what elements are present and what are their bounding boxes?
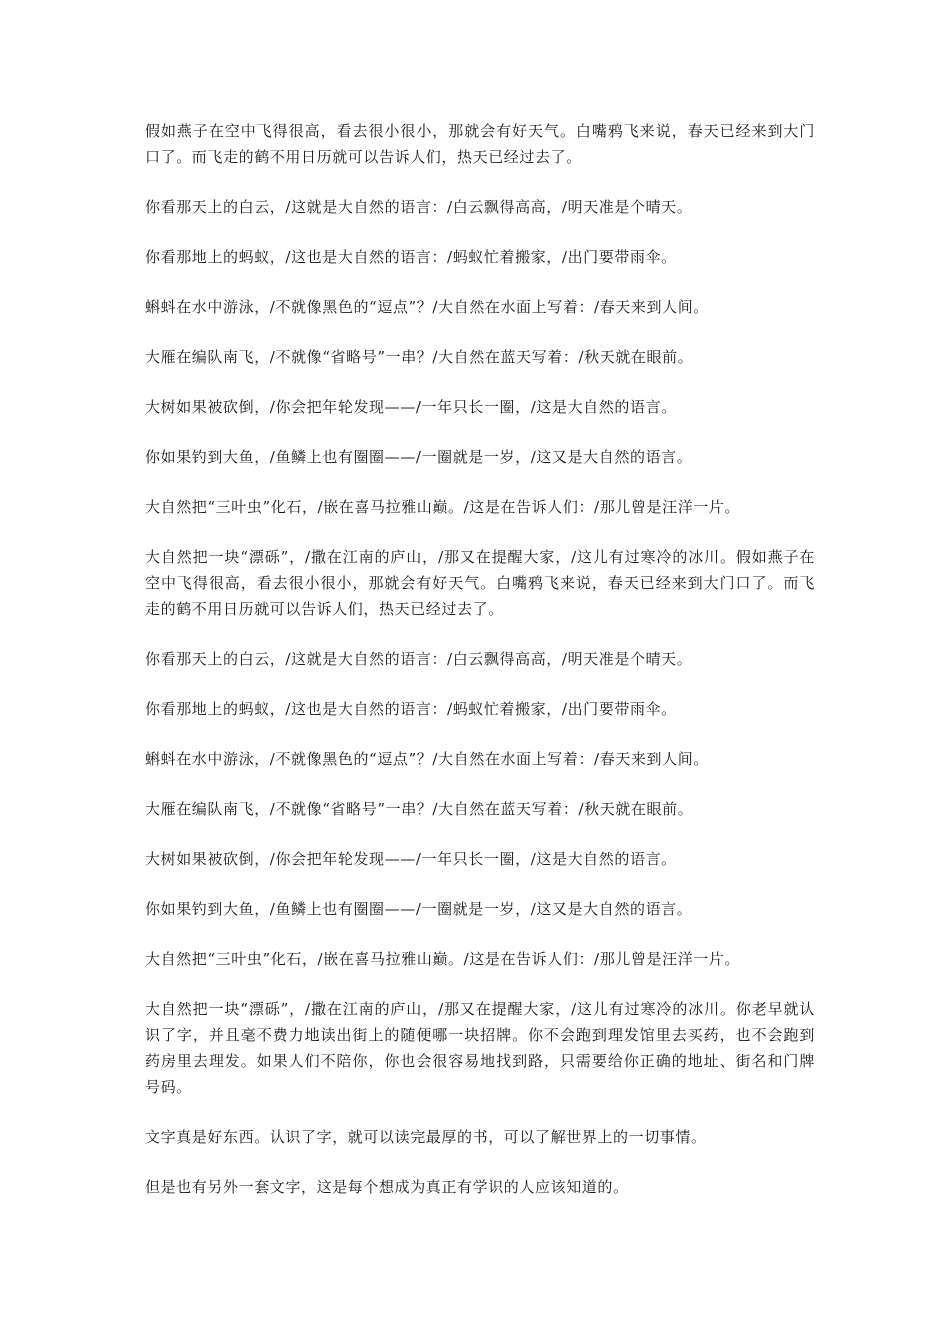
paragraph-16: 大自然把“三叶虫”化石，/嵌在喜马拉雅山巅。/这是在告诉人们：/那儿曾是汪洋一片。	[145, 950, 741, 968]
paragraph-3: 你看那地上的蚂蚁，/这也是大自然的语言：/蚂蚁忙着搬家，/出门要带雨伞。	[145, 248, 677, 266]
paragraph-12: 蝌蚪在水中游泳，/不就像黑色的“逗点”？/大自然在水面上写着：/春天来到人间。	[145, 750, 709, 768]
paragraph-13: 大雁在编队南飞，/不就像“省略号”一串？/大自然在蓝天写着：/秋天就在眼前。	[145, 800, 694, 818]
paragraph-5: 大雁在编队南飞，/不就像“省略号”一串？/大自然在蓝天写着：/秋天就在眼前。	[145, 348, 694, 366]
paragraph-15: 你如果钓到大鱼，/鱼鳞上也有圈圈——/一圈就是一岁，/这又是大自然的语言。	[145, 900, 693, 918]
paragraph-6: 大树如果被砍倒，/你会把年轮发现——/一年只长一圈，/这是大自然的语言。	[145, 398, 677, 416]
paragraph-14: 大树如果被砍倒，/你会把年轮发现——/一年只长一圈，/这是大自然的语言。	[145, 850, 677, 868]
paragraph-4: 蝌蚪在水中游泳，/不就像黑色的“逗点”？/大自然在水面上写着：/春天来到人间。	[145, 298, 709, 316]
paragraph-19: 但是也有另外一套文字，这是每个想成为真正有学识的人应该知道的。	[145, 1178, 629, 1196]
paragraph-10: 你看那天上的白云，/这就是大自然的语言：/白云飘得高高，/明天准是个晴天。	[145, 650, 693, 668]
document-body	[145, 118, 815, 1224]
paragraph-1: 假如燕子在空中飞得很高，看去很小很小，那就会有好天气。白嘴鸦飞来说，春天已经来到大门口了。而飞走的鹤不用日历就可以告诉人们，热天已经过去了。	[145, 122, 815, 166]
paragraph-11: 你看那地上的蚂蚁，/这也是大自然的语言：/蚂蚁忙着搬家，/出门要带雨伞。	[145, 700, 677, 718]
paragraph-2: 你看那天上的白云，/这就是大自然的语言：/白云飘得高高，/明天准是个晴天。	[145, 198, 693, 216]
paragraph-8: 大自然把“三叶虫”化石，/嵌在喜马拉雅山巅。/这是在告诉人们：/那儿曾是汪洋一片。	[145, 498, 741, 516]
paragraph-18: 文字真是好东西。认识了字，就可以读完最厚的书，可以了解世界上的一切事情。	[145, 1128, 707, 1146]
paragraph-17: 大自然把一块“漂砾”，/撒在江南的庐山，/那又在提醒大家，/这儿有过寒冷的冰川。你老早就认识了字，并且毫不费力地读出街上的随便哪一块招牌。你不会跑到理发馆里去买药，也不会跑到药房里去理发。如果人们不陪你，你也会很容易地找到路，只需要给你正确的地址、街名和门牌号码。	[145, 1000, 815, 1096]
paragraph-9: 大自然把一块“漂砾”，/撒在江南的庐山，/那又在提醒大家，/这儿有过寒冷的冰川。假如燕子在空中飞得很高，看去很小很小，那就会有好天气。白嘴鸦飞来说，春天已经来到大门口了。而飞走的鹤不用日历就可以告诉人们，热天已经过去了。	[145, 548, 815, 618]
paragraph-7: 你如果钓到大鱼，/鱼鳞上也有圈圈——/一圈就是一岁，/这又是大自然的语言。	[145, 448, 693, 466]
